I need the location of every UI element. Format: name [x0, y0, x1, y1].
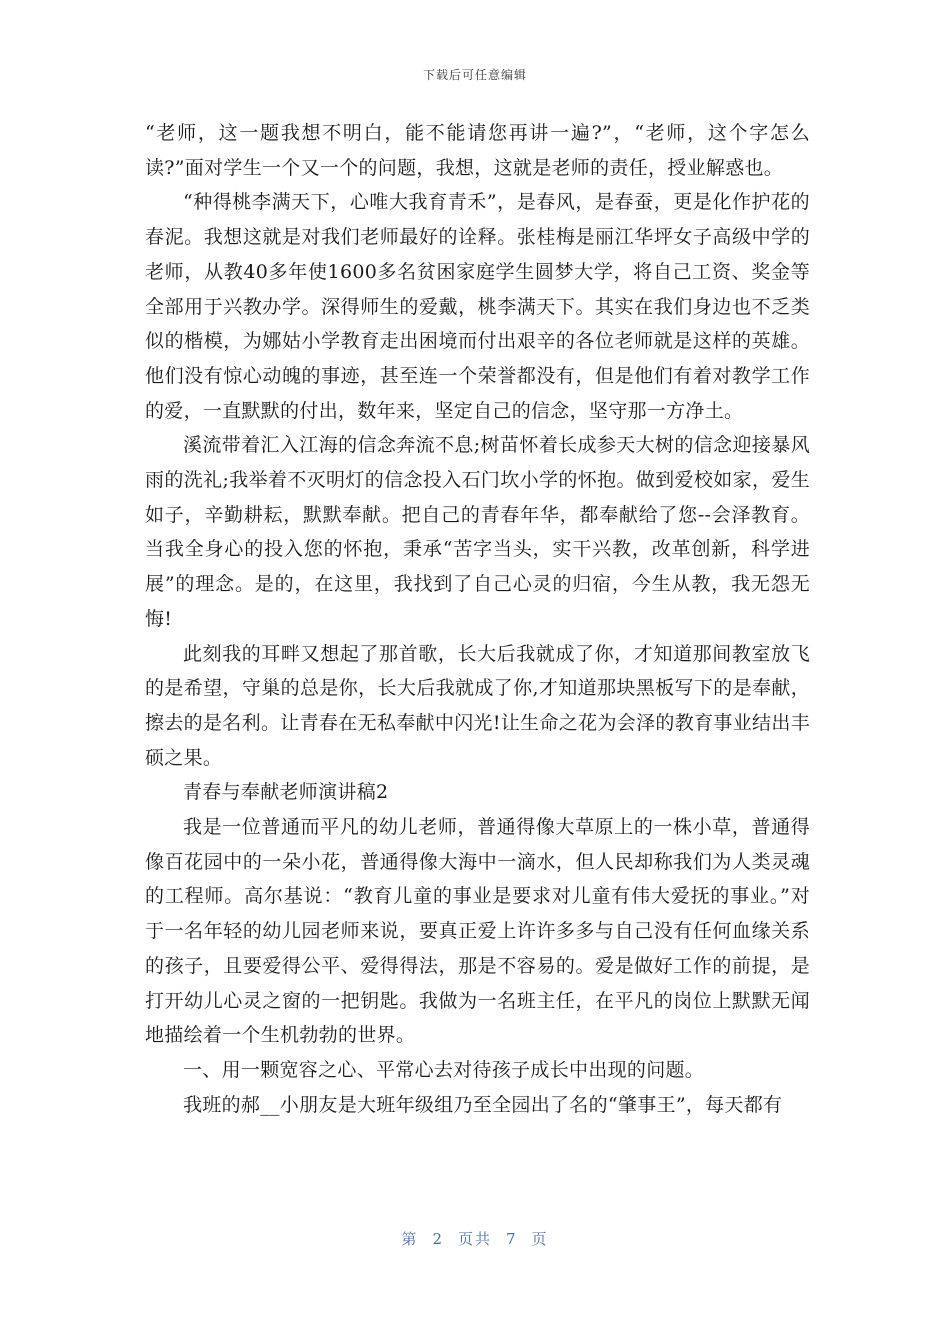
- page-header: 下载后可任意编辑: [422, 68, 527, 82]
- footer-label-end: 页: [531, 1230, 549, 1248]
- footer-label-of: 页共: [457, 1230, 492, 1248]
- paragraph-6: 我班的郝__小朋友是大班年级组乃至全园出了名的“肇事王”，每天都有: [183, 1093, 783, 1116]
- document-body: [145, 116, 810, 1122]
- section-title: 青春与奉献老师演讲稿2: [183, 781, 389, 804]
- paragraph-2: “种得桃李满天下，心唯大我育青禾”，是春风，是春蚕，更是化作护花的春泥。我想这就是对我们老师最好的诠释。张桂梅是丽江华坪女子高级中学的老师，从教40多年使1600多名贫困家庭学生圆梦大学，将自己工资、奖金等全部用于兴教办学。深得师生的爱戴，桃李满天下。其实在我们身边也不乏类似的楷模，为娜姑小学教育走出困境而付出艰辛的各位老师就是这样的英雄。他们没有惊心动魄的事迹，甚至连一个荣誉都没有，但是他们有着对教学工作的爱，一直默默的付出，数年来，坚定自己的信念，坚守那一方净土。: [145, 191, 810, 422]
- footer-current-page: 2: [432, 1230, 444, 1248]
- paragraph-5: 我是一位普通而平凡的幼儿老师，普通得像大草原上的一株小草，普通得像百花园中的一朵小花，普通得像大海中一滴水，但人民却称我们为人类灵魂的工程师。高尔基说：“教育儿童的事业是要求对儿童有伟大爱抚的事业。”对于一名年轻的幼儿园老师来说，要真正爱上许许多多与自己没有任何血缘关系的孩子，且要爱得公平、爱得得法，那是不容易的。爱是做好工作的前提，是打开幼儿心灵之窗的一把钥匙。我做为一名班主任，在平凡的岗位上默默无闻地描绘着一个生机勃勃的世界。: [145, 816, 810, 1047]
- paragraph-3: 溪流带着汇入江海的信念奔流不息;树苗怀着长成参天大树的信念迎接暴风雨的洗礼;我举着不灭明灯的信念投入石门坎小学的怀抱。做到爱校如家，爱生如子，辛勤耕耘，默默奉献。把自己的青春年华，都奉献给了您--会泽教育。当我全身心的投入您的怀抱，秉承“苦字当头，实干兴教，改革创新，科学进展”的理念。是的，在这里，我找到了自己心灵的归宿，今生从教，我无怨无悔!: [145, 434, 810, 630]
- page-footer: [0, 1228, 950, 1249]
- subheading: 一、用一颗宽容之心、平常心去对待孩子成长中出现的问题。: [183, 1058, 705, 1081]
- footer-label-page: 第: [401, 1230, 419, 1248]
- footer-total-pages: 7: [506, 1230, 518, 1248]
- paragraph-4: 此刻我的耳畔又想起了那首歌，长大后我就成了你，才知道那间教室放飞的是希望，守巢的总是你，长大后我就成了你,才知道那块黑板写下的是奉献，擦去的是名利。让青春在无私奉献中闪光!让生命之花为会泽的教育事业结出丰硕之果。: [145, 642, 810, 769]
- paragraph-1: “老师，这一题我想不明白，能不能请您再讲一遍?”，“老师，这个字怎么读?”面对学生一个又一个的问题，我想，这就是老师的责任，授业解惑也。: [145, 122, 810, 179]
